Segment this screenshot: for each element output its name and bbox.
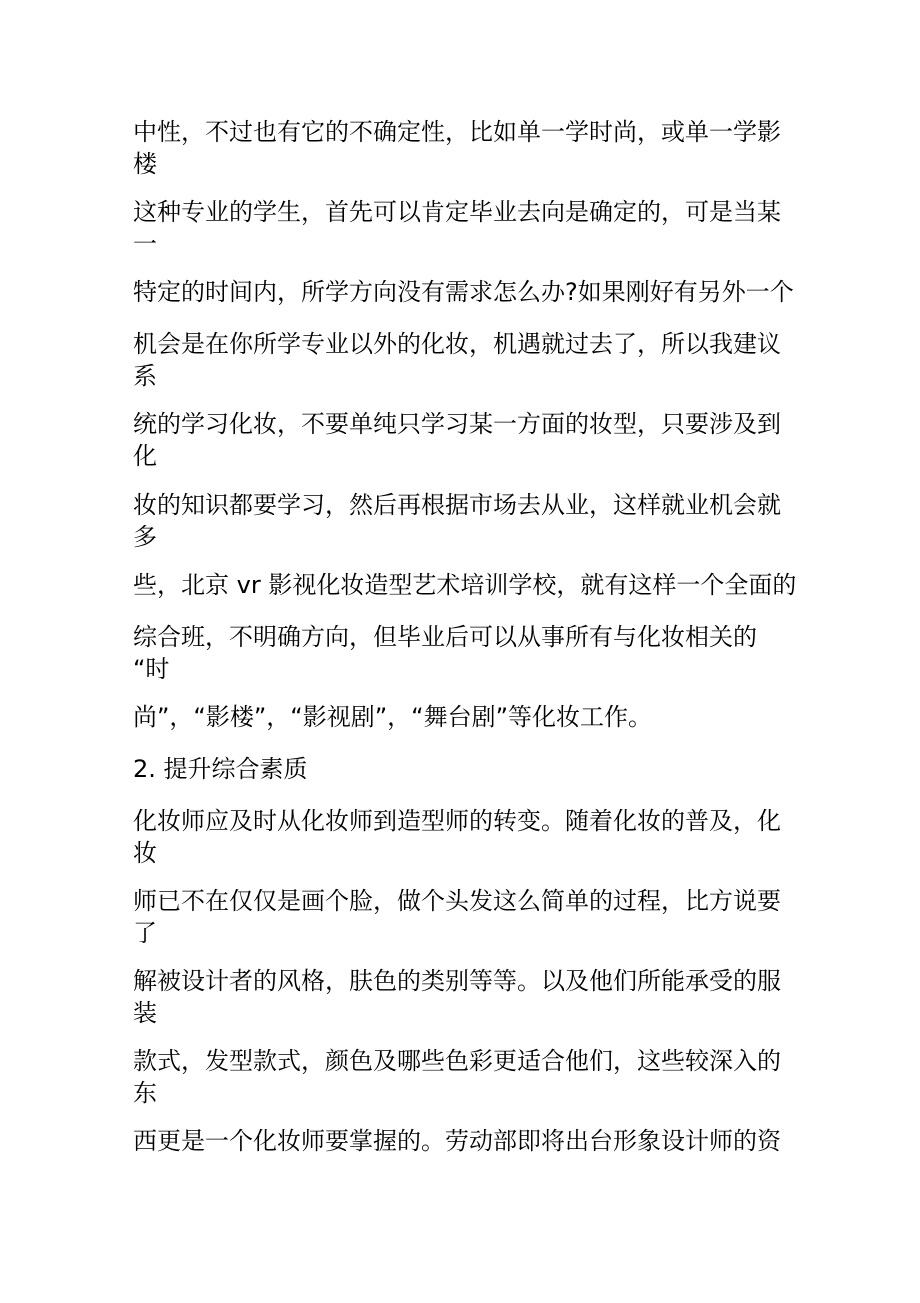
text-line-11 bbox=[133, 805, 781, 869]
text-line-4 bbox=[133, 328, 781, 392]
line-text: 师已不在仅仅是画个脸，做个头发这么简单的过程，比方说要 bbox=[133, 887, 781, 915]
line-text: 这种专业的学生，首先可以肯定毕业去向是确定的，可是当某 bbox=[133, 198, 781, 226]
text-line-15 bbox=[133, 1125, 781, 1157]
line-wrap: 东 bbox=[133, 1079, 157, 1107]
line-wrap: 了 bbox=[133, 919, 157, 947]
line-text: 妆的知识都要学习，然后再根据市场去从业，这样就业机会就 bbox=[133, 491, 781, 519]
text-line-1 bbox=[133, 116, 781, 180]
line-wrap: 装 bbox=[133, 999, 157, 1027]
line-text: 机会是在你所学专业以外的化妆，机遇就过去了，所以我建议 bbox=[133, 330, 781, 358]
line-text: 2. 提升综合素质 bbox=[133, 755, 308, 783]
text-line-6 bbox=[133, 489, 781, 553]
text-line-8 bbox=[133, 621, 757, 685]
line-wrap: 一 bbox=[133, 230, 157, 258]
line-text: 西更是一个化妆师要掌握的。劳动部即将出台形象设计师的资 bbox=[133, 1127, 781, 1155]
text-line-14 bbox=[133, 1045, 781, 1109]
line-wrap: 化 bbox=[133, 442, 157, 470]
line-text: 解被设计者的风格，肤色的类别等等。以及他们所能承受的服 bbox=[133, 967, 781, 995]
line-wrap: 系 bbox=[133, 362, 157, 390]
line-text: 些，北京 vr 影视化妆造型艺术培训学校，就有这样一个全面的 bbox=[133, 571, 797, 599]
line-text: 化妆师应及时从化妆师到造型师的转变。随着化妆的普及，化 bbox=[133, 807, 781, 835]
line-text: 款式，发型款式，颜色及哪些色彩更适合他们，这些较深入的 bbox=[133, 1047, 781, 1075]
line-text: 综合班，不明确方向，但毕业后可以从事所有与化妆相关的 bbox=[133, 623, 757, 651]
line-wrap: 多 bbox=[133, 523, 157, 551]
line-wrap: 楼 bbox=[133, 150, 157, 178]
line-text: 统的学习化妆，不要单纯只学习某一方面的妆型，只要涉及到 bbox=[133, 410, 781, 438]
line-wrap: 妆 bbox=[133, 839, 157, 867]
text-line-7 bbox=[133, 569, 796, 601]
line-text: 中性，不过也有它的不确定性，比如单一学时尚，或单一学影 bbox=[133, 118, 781, 146]
line-wrap: “时 bbox=[133, 655, 170, 683]
text-line-12 bbox=[133, 885, 781, 949]
text-line-2 bbox=[133, 196, 781, 260]
text-line-5 bbox=[133, 408, 781, 472]
text-line-9 bbox=[133, 701, 652, 733]
section-heading bbox=[133, 753, 308, 785]
text-line-13 bbox=[133, 965, 781, 1029]
text-line-3 bbox=[133, 276, 794, 308]
line-text: 特定的时间内，所学方向没有需求怎么办?如果刚好有另外一个 bbox=[133, 278, 794, 306]
line-text: 尚”，“影楼”，“影视剧”，“舞台剧”等化妆工作。 bbox=[133, 703, 653, 731]
